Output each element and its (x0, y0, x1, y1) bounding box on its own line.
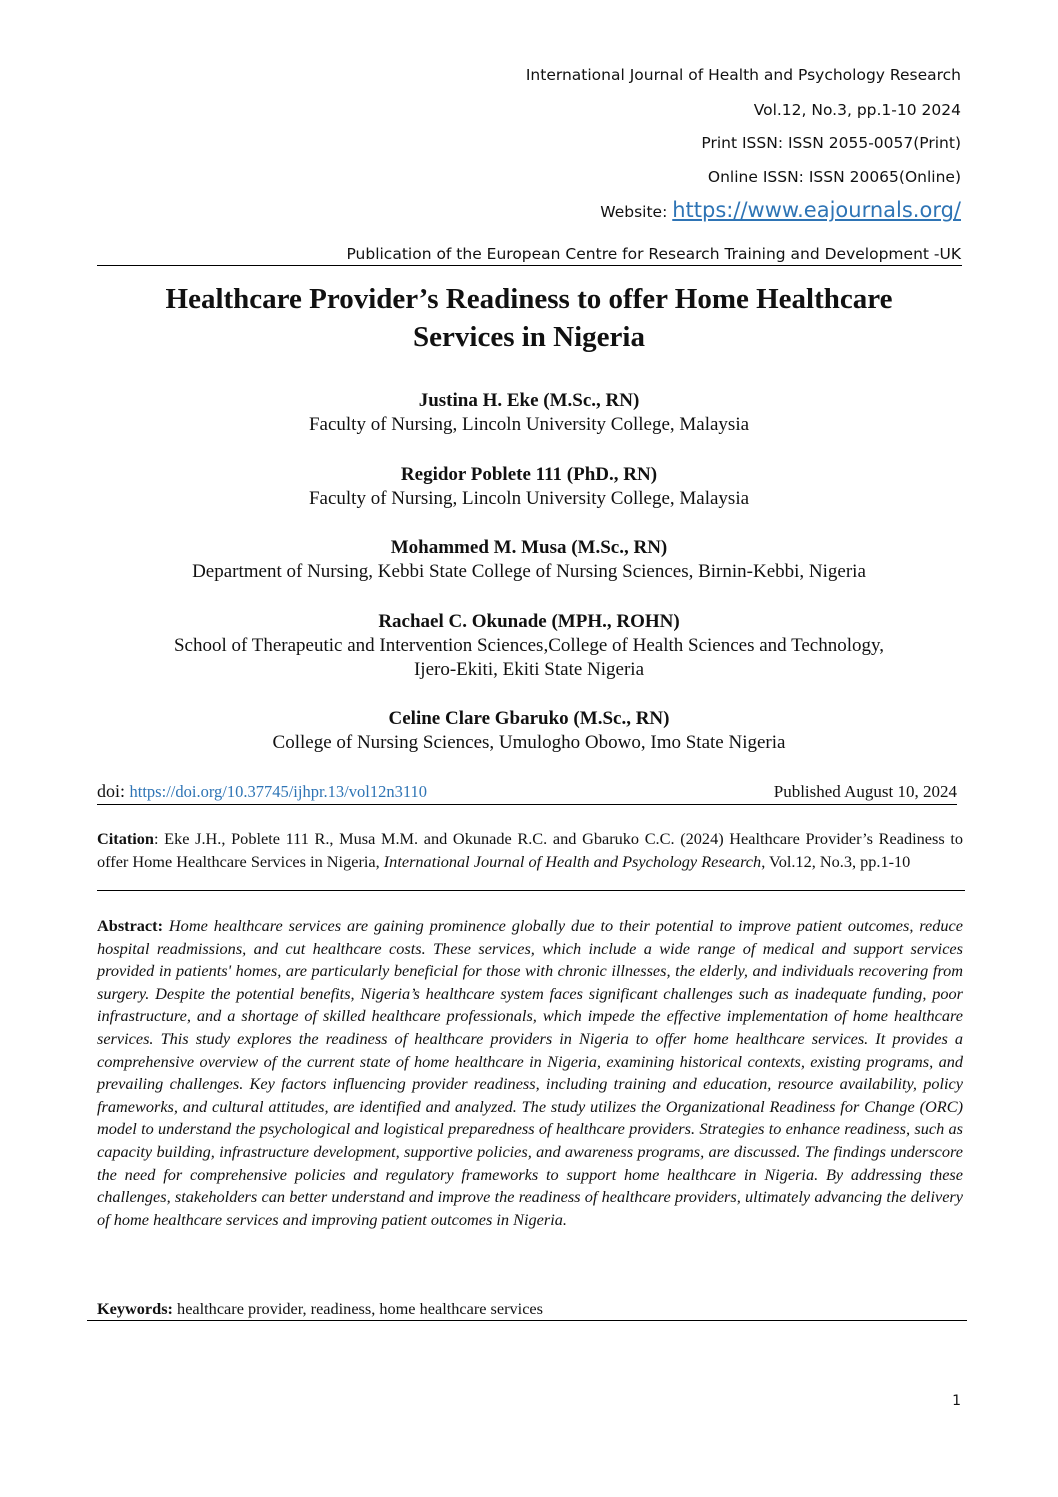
doi-divider (97, 804, 957, 805)
author-affiliation: College of Nursing Sciences, Umulogho Obowo, Imo State Nigeria (272, 732, 786, 753)
author-affiliation: School of Therapeutic and Intervention Sciences,College of Health Sciences and Technology, (173, 635, 885, 656)
header-divider (97, 265, 962, 266)
keywords (97, 1298, 963, 1321)
author-affiliation: Department of Nursing, Kebbi State College of Nursing Sciences, Birnin-Kebbi, Nigeria (192, 561, 866, 582)
journal-name: International Journal of Health and Psychology Research (525, 66, 961, 84)
author-affiliation: Faculty of Nursing, Lincoln University College, Malaysia (308, 414, 750, 435)
keywords-label: Keywords: (97, 1299, 173, 1318)
title-line-2: Services in Nigeria (413, 321, 645, 353)
doi-row (97, 781, 957, 802)
abstract-label: Abstract: (97, 916, 164, 935)
title-line-1: Healthcare Provider’s Readiness to offer Home Healthcare (165, 283, 893, 315)
page-number: 1 (952, 1393, 961, 1409)
citation-journal: International Journal of Health and Psychology Research (383, 851, 762, 871)
citation-label: Citation (97, 829, 154, 848)
author-block (80, 707, 978, 755)
author-affiliation: Faculty of Nursing, Lincoln University College, Malaysia (308, 488, 750, 509)
author-name: Mohammed M. Musa (M.Sc., RN) (390, 537, 668, 558)
citation-text: : Eke J.H., Poblete 111 R., Musa M.M. and Okunade R.C. and Gbaruko C.C. (2024) Healthcare Provider’s Readiness to offer Home Healthcare Services in Nigeria, (97, 829, 963, 871)
citation-divider (97, 890, 965, 891)
author-name: Celine Clare Gbaruko (M.Sc., RN) (388, 708, 670, 729)
abstract-text: Home healthcare services are gaining prominence globally due to their potential to improve patient outcomes, reduce hospital readmissions, and cut healthcare costs. These services, which include a wide range of medical and support services provided in patients' homes, are particularly beneficial for those with chronic illnesses, the elderly, and individuals recovering from surgery. Despite the potential benefits, Nigeria’s healthcare system faces significant challenges such as inadequate funding, poor infrastructure, and a shortage of skilled healthcare professionals, which impede the effective implementation of home healthcare services. This study explores the readiness of healthcare providers in Nigeria to offer home healthcare services. It provides a comprehensive overview of the current state of home healthcare in Nigeria, examining historical contexts, existing programs, and prevailing challenges. Key factors influencing provider readiness, including training and education, resource availability, policy frameworks, and cultural attitudes, are identified and analyzed. The study utilizes the Organizational Readiness for Change (ORC) model to understand the psychological and logistical preparedness of healthcare providers. Strategies to enhance readiness, such as capacity building, infrastructure development, supportive policies, and awareness programs, are discussed. The findings underscore the need for comprehensive policies and regulatory frameworks to support home healthcare in Nigeria. By addressing these challenges, stakeholders can better understand and improve the readiness of healthcare providers, ultimately advancing the delivery of home healthcare services and improving patient outcomes in Nigeria. (97, 916, 963, 1229)
website-line (600, 198, 961, 222)
author-block (80, 610, 978, 682)
citation-volume: , Vol.12, No.3, pp.1-10 (761, 851, 911, 871)
doi-label: doi: (97, 781, 126, 801)
website-label: Website: (600, 203, 668, 221)
publisher-line: Publication of the European Centre for Research Training and Development -UK (346, 245, 961, 263)
abstract (97, 915, 963, 1231)
keywords-text: healthcare provider, readiness, home healthcare services (177, 1299, 543, 1318)
volume-info: Vol.12, No.3, pp.1-10 2024 (753, 101, 961, 119)
author-name: Rachael C. Okunade (MPH., ROHN) (378, 611, 680, 632)
doi-link[interactable]: https://doi.org/10.37745/ijhpr.13/vol12n3110 (129, 782, 427, 801)
citation (97, 828, 963, 873)
online-issn: Online ISSN: ISSN 20065(Online) (707, 168, 961, 186)
author-affiliation-line-2: Ijero-Ekiti, Ekiti State Nigeria (413, 659, 645, 680)
author-name: Regidor Poblete 111 (PhD., RN) (400, 464, 658, 485)
published-date: Published August 10, 2024 (773, 782, 957, 801)
author-block (80, 389, 978, 437)
author-name: Justina H. Eke (M.Sc., RN) (418, 390, 640, 411)
website-link[interactable]: https://www.eajournals.org/ (672, 198, 961, 222)
author-block (80, 463, 978, 511)
author-block (80, 536, 978, 584)
print-issn: Print ISSN: ISSN 2055-0057(Print) (701, 134, 961, 152)
paper-title (80, 280, 978, 356)
keywords-divider (87, 1320, 967, 1321)
